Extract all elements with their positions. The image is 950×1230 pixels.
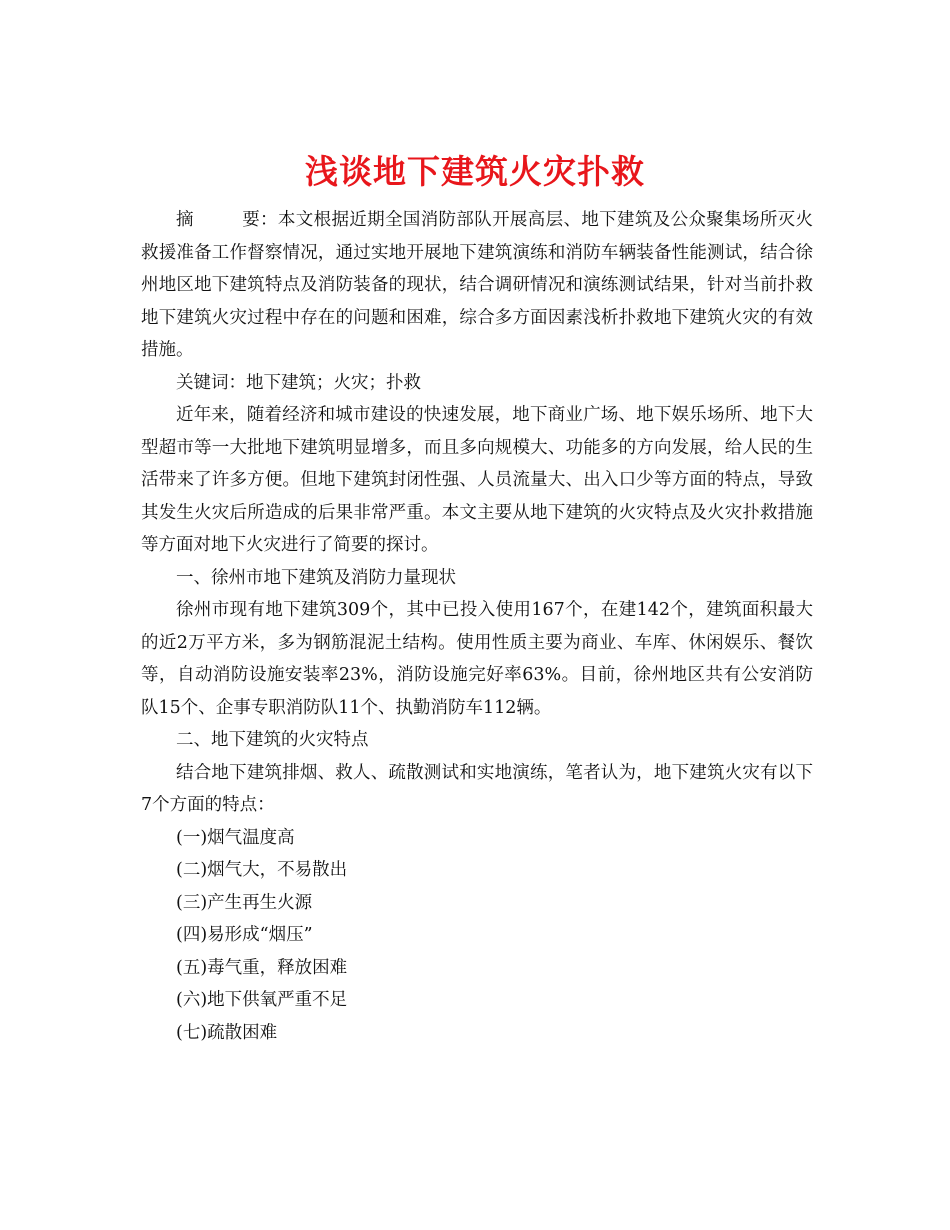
document-title: 浅谈地下建筑火灾扑救 — [305, 152, 645, 192]
section1-paragraph: 徐州市现有地下建筑309个，其中已投入使用167个，在建142个，建筑面积最大的近2万平方米，多为钢筋混泥土结构。使用性质主要为商业、车库、休闲娱乐、餐饮等，自动消防设施安装率23%，消防设施完好率63%。目前，徐州地区共有公安消防队15个、企事专职消防队11个、执勤消防车112辆。 — [141, 600, 813, 718]
document-body — [141, 204, 813, 1049]
section2-heading: 二、地下建筑的火灾特点 — [176, 730, 369, 750]
feature-item-4: (四)易形成“烟压” — [176, 925, 313, 945]
feature-item-3: (三)产生再生火源 — [176, 892, 313, 913]
abstract-label-char2: 要： — [241, 210, 278, 230]
feature-item-5: (五)毒气重，释放困难 — [176, 957, 348, 978]
feature-item-2: (二)烟气大，不易散出 — [176, 860, 348, 880]
intro-paragraph: 近年来，随着经济和城市建设的快速发展，地下商业广场、地下娱乐场所、地下大型超市等一大批地下建筑明显增多，而且多向规模大、功能多的方向发展，给人民的生活带来了许多方便。但地下建筑封闭性强、人员流量大、出入口少等方面的特点，导致其发生火灾后所造成的后果非常严重。本文主要从地下建筑的火灾特点及火灾扑救措施等方面对地下火灾进行了简要的探讨。 — [141, 405, 813, 555]
feature-item-7: (七)疏散困难 — [176, 1022, 278, 1043]
section1-heading: 一、徐州市地下建筑及消防力量现状 — [176, 567, 456, 588]
abstract-text: 本文根据近期全国消防部队开展高层、地下建筑及公众聚集场所灭火救援准备工作督察情况，通过实地开展地下建筑演练和消防车辆装备性能测试，结合徐州地区地下建筑特点及消防装备的现状，结合调研情况和演练测试结果，针对当前扑救地下建筑火灾过程中存在的问题和困难，综合多方面因素浅析扑救地下建筑火灾的有效措施。 — [141, 210, 814, 360]
feature-item-6: (六)地下供氧严重不足 — [176, 990, 348, 1010]
section2-paragraph: 结合地下建筑排烟、救人、疏散测试和实地演练，笔者认为，地下建筑火灾有以下7个方面的特点： — [141, 762, 813, 815]
abstract-label-char1: 摘 — [176, 210, 194, 230]
feature-item-1: (一)烟气温度高 — [176, 827, 295, 848]
abstract-paragraph — [141, 204, 813, 367]
keywords-line: 关键词：地下建筑；火灾；扑救 — [176, 372, 421, 393]
